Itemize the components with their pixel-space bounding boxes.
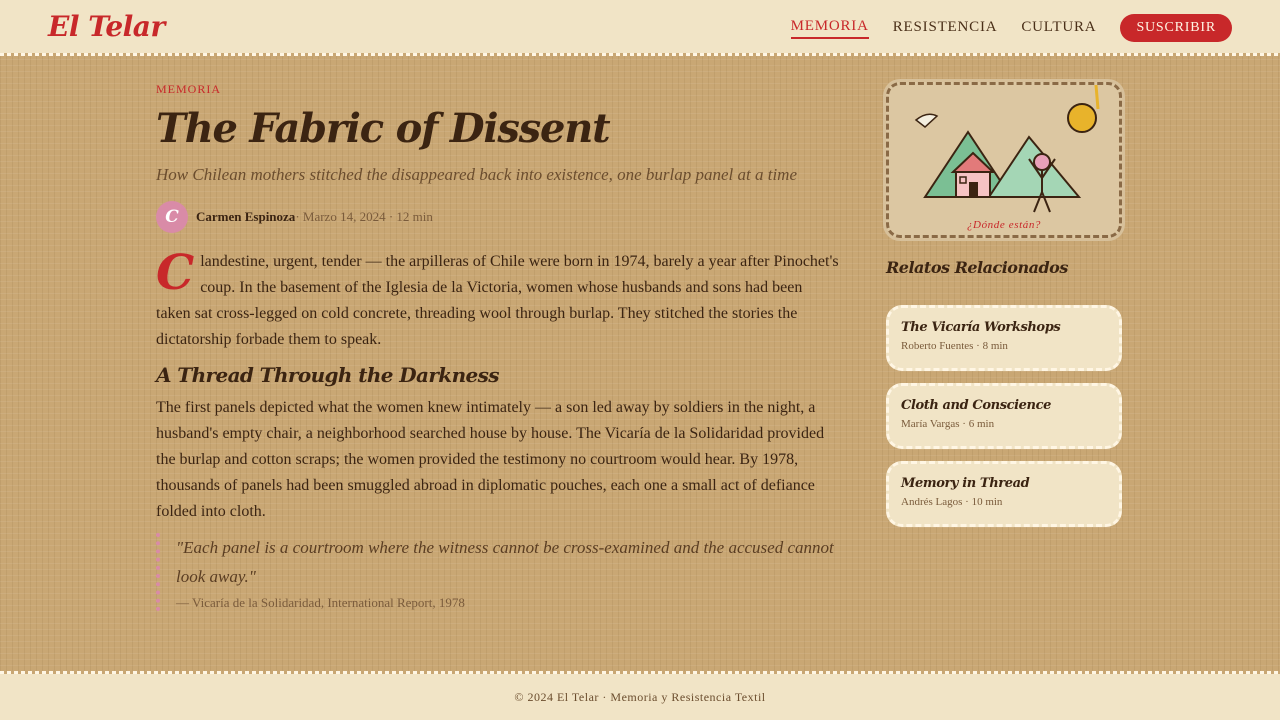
main-nav bbox=[767, 14, 1232, 42]
site-header bbox=[0, 0, 1280, 56]
pull-quote bbox=[156, 533, 840, 611]
article-category[interactable]: MEMORIA bbox=[156, 82, 222, 96]
related-card[interactable] bbox=[886, 461, 1122, 527]
arpillera-scene-icon bbox=[889, 85, 1119, 235]
related-card[interactable] bbox=[886, 383, 1122, 449]
section-heading: A Thread Through the Darkness bbox=[156, 363, 499, 387]
body-paragraph: The first panels depicted what the women knew intimately — a son led away by soldiers in the night, a husband's empty chair, a neighborhood searched house by house. The Vicaría de la Solidaridad provided the burlap and cotton scraps; the women provided the testimony no courtroom would hear. By 1978, thousands of panels had been smuggled abroad in diplomatic pouches, each one a small act of defiance folded into cloth. bbox=[156, 399, 825, 520]
author-avatar: C bbox=[156, 201, 188, 233]
arpillera-illustration bbox=[886, 82, 1122, 238]
quote-citation: — Vicaría de la Solidaridad, International Report, 1978 bbox=[176, 595, 465, 610]
nav-item-cultura[interactable]: CULTURA bbox=[1021, 18, 1097, 35]
article bbox=[156, 82, 840, 611]
site-logo[interactable]: El Telar bbox=[48, 10, 165, 43]
quote-text: "Each panel is a courtroom where the witness cannot be cross-examined and the accused cannot look away." bbox=[176, 538, 834, 586]
footer-text: © 2024 El Telar · Memoria y Resistencia Textil bbox=[514, 690, 766, 704]
author-name[interactable]: Carmen Espinoza bbox=[196, 209, 296, 224]
related-card-title: Cloth and Conscience bbox=[901, 398, 1051, 413]
related-card-meta: Roberto Fuentes · 8 min bbox=[901, 340, 1008, 352]
lead-paragraph bbox=[156, 245, 840, 353]
site-footer bbox=[0, 674, 1280, 720]
article-title: The Fabric of Dissent bbox=[156, 105, 610, 152]
related-card-meta: Andrés Lagos · 10 min bbox=[901, 496, 1003, 508]
article-subtitle: How Chilean mothers stitched the disappeared back into existence, one burlap panel at a time bbox=[156, 165, 798, 184]
related-card-meta: María Vargas · 6 min bbox=[901, 418, 995, 430]
byline bbox=[156, 201, 840, 233]
subscribe-button[interactable]: SUSCRIBIR bbox=[1120, 14, 1232, 42]
related-card[interactable] bbox=[886, 305, 1122, 371]
lead-text: landestine, urgent, tender — the arpilleras of Chile were born in 1974, barely a year after Pinochet's coup. In the basement of the Iglesia de la Victoria, women whose husbands and sons had been taken sat cross-legged on cold concrete, threading wool through burlap. They stitched the stories the dictatorship forbade them to speak. bbox=[156, 253, 839, 348]
article-meta: · Marzo 14, 2024 · 12 min bbox=[295, 209, 433, 224]
drop-cap: C bbox=[156, 245, 195, 301]
illustration-caption: ¿Dónde están? bbox=[966, 219, 1042, 231]
nav-item-memoria[interactable]: MEMORIA bbox=[791, 18, 869, 39]
related-card-title: The Vicaría Workshops bbox=[901, 320, 1061, 335]
related-card-title: Memory in Thread bbox=[901, 476, 1030, 491]
related-heading: Relatos Relacionados bbox=[886, 258, 1068, 277]
nav-item-resistencia[interactable]: RESISTENCIA bbox=[892, 18, 998, 35]
